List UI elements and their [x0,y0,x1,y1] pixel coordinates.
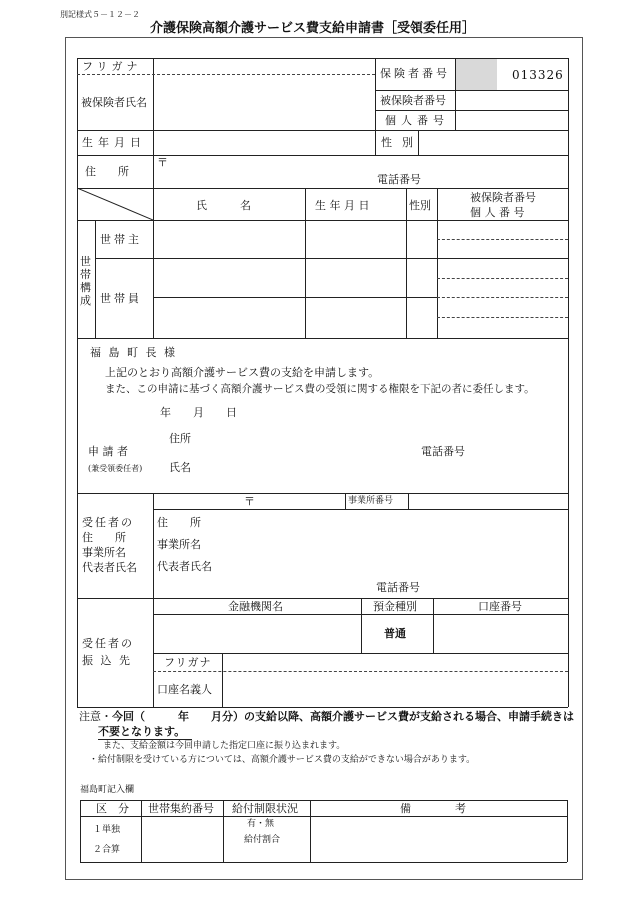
household-member1-name-field[interactable] [154,259,304,296]
delegate-office-name-label: 事業所名 [157,538,201,551]
delegate-side-line4: 代表者氏名 [82,561,137,574]
form-title: 介護保険高額介護サービス費支給申請書［受領委任用］ [150,21,476,36]
application-line1: 上記のとおり高額介護サービス費の支給を申請します。 [105,366,380,379]
household-col-insured-number: 被保険者番号 [470,191,536,204]
office-restriction-1: 有・無 [247,819,275,829]
bank-furigana-label: フリガナ [164,656,212,669]
applicant-sub-label: (兼受領委任者) [88,464,143,473]
office-col-remarks: 備 考 [400,802,466,815]
applicant-label: 申 請 者 [88,445,128,458]
gender-field[interactable] [419,131,567,154]
insured-name-label: 被保険者氏名 [81,96,147,109]
office-col-restriction: 給付制限状況 [232,802,298,815]
office-col-kubun: 区 分 [96,802,129,815]
household-head-name-field[interactable] [154,221,304,257]
bank-account-number-label: 口座番号 [478,600,522,613]
insurer-number-label: 保険者番号 [380,67,450,80]
insured-name-field[interactable] [154,75,374,129]
addressee: 福 島 町 長 様 [90,346,177,359]
bank-holder-field[interactable] [223,672,567,706]
delegate-postal-mark: 〒 [244,495,255,508]
office-kubun-1: １単独 [93,825,121,835]
delegate-details-field[interactable] [230,512,567,577]
bank-side-line2: 振 込 先 [82,654,132,667]
note2: また、支給金額は今回申請した指定口座に振り込まれます。 [103,741,346,751]
address-field[interactable] [154,156,567,187]
delegate-phone-label: 電話番号 [376,581,420,594]
insurer-number-shaded-cell [456,59,497,90]
office-col-household-number: 世帯集約番号 [148,802,214,815]
note1-b: 不要となります。 [98,725,186,738]
applicant-phone-label: 電話番号 [421,445,465,458]
furigana-label: フリガナ [82,60,142,73]
bank-deposit-type-label: 預金種別 [373,600,417,613]
household-member2-name-field[interactable] [154,298,304,337]
personal-number-field[interactable] [456,111,567,129]
delegate-side-line3: 事業所名 [82,546,126,559]
household-col-name: 氏 名 [196,199,251,212]
office-kubun-2: ２合算 [93,845,121,855]
address-postal-mark: 〒 [157,156,168,169]
bank-side-line1: 受任者の [82,637,134,650]
address-label: 住所 [85,165,151,178]
notes-prefix: 注意・ [79,710,112,723]
bank-deposit-type-value: 普通 [384,627,406,640]
household-col-birth: 生 年 月 日 [315,199,370,212]
applicant-address-label: 住所 [169,432,191,445]
delegate-address-label: 住 所 [157,516,201,529]
note1-a: 今回（ 年 月分）の支給以降、高額介護サービス費が支給される場合、申請手続きは [112,710,574,723]
office-restriction-2: 給付割合 [244,835,281,845]
gender-label: 性別 [381,136,423,149]
address-phone-label: 電話番号 [377,173,421,186]
household-col-personal-number-text: 個 人 番 号 [470,206,525,219]
birthdate-label: 生年月日 [82,136,146,149]
birthdate-field[interactable] [154,131,374,154]
insured-number-label: 被保険者番号 [380,94,446,107]
household-col-gender: 性別 [409,199,431,212]
bank-holder-label: 口座名義人 [157,683,212,696]
household-side-label: 世帯構成 [80,255,91,307]
insured-number-field[interactable] [456,91,567,109]
bank-account-number-field[interactable] [434,615,567,652]
note3: ・給付制限を受けている方については、高額介護サービス費の支給ができない場合があります。 [89,755,476,765]
form-code: 別記様式５－１２－２ [60,10,140,19]
delegate-side-line2: 住 所 [82,531,126,544]
applicant-name-label: 氏名 [169,461,191,474]
household-row-member: 世帯員 [100,292,142,305]
application-line2: また、この申請に基づく高額介護サービス費の受領に関する権限を下記の者に委任します。 [105,383,535,395]
household-row-head: 世帯主 [100,233,142,246]
application-date-label: 年 月 日 [160,406,237,419]
bank-institution-field[interactable] [154,615,360,652]
bank-institution-label: 金融機関名 [228,600,283,613]
office-number-label: 事業所番号 [348,496,394,506]
note1-underline [98,739,192,740]
office-use-caption: 福島町記入欄 [80,785,135,795]
personal-number-label: 個人番号 [385,114,449,127]
delegate-rep-name-label: 代表者氏名 [157,560,212,573]
delegate-side-line1: 受任者の [82,516,134,529]
office-number-field[interactable] [409,494,567,508]
insurer-number-value: 013326 [512,68,564,82]
